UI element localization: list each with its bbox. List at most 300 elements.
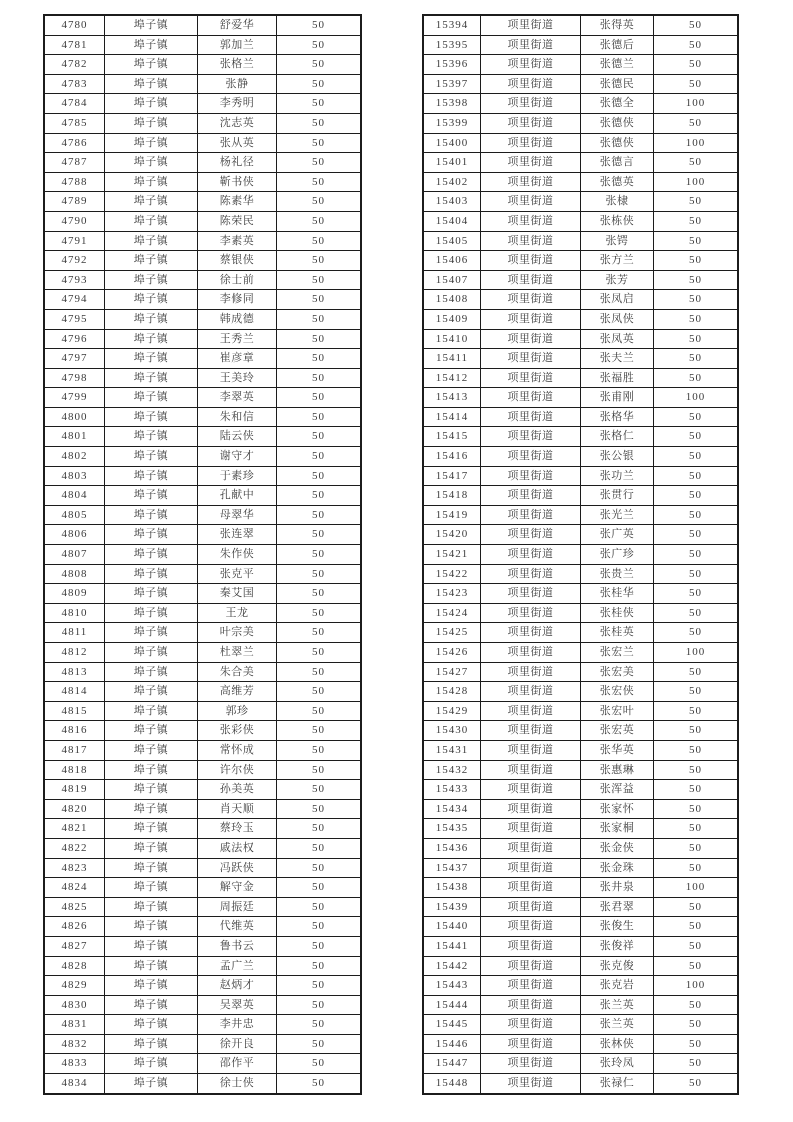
amount-cell: 50 (277, 330, 360, 349)
amount-cell: 50 (654, 780, 737, 799)
region-cell: 项里街道 (481, 859, 580, 878)
region-cell: 项里街道 (481, 173, 580, 192)
id-cell: 15423 (424, 584, 480, 603)
id-cell: 4806 (45, 525, 104, 544)
id-cell: 4803 (45, 467, 104, 486)
region-cell: 项里街道 (481, 780, 580, 799)
amount-cell: 50 (654, 565, 737, 584)
name-cell: 解守金 (198, 878, 276, 897)
region-cell: 项里街道 (481, 192, 580, 211)
amount-cell: 50 (654, 369, 737, 388)
amount-cell: 50 (654, 447, 737, 466)
id-cell: 15445 (424, 1015, 480, 1034)
name-cell: 张德后 (581, 36, 653, 55)
id-cell: 4793 (45, 271, 104, 290)
name-cell: 孔献中 (198, 486, 276, 505)
region-cell: 埠子镇 (105, 702, 197, 721)
region-cell: 埠子镇 (105, 212, 197, 231)
name-cell: 张俊生 (581, 917, 653, 936)
name-cell: 张金珠 (581, 859, 653, 878)
region-cell: 埠子镇 (105, 898, 197, 917)
name-cell: 徐开良 (198, 1035, 276, 1054)
id-cell: 15440 (424, 917, 480, 936)
amount-cell: 50 (277, 957, 360, 976)
id-cell: 4818 (45, 761, 104, 780)
id-cell: 4819 (45, 780, 104, 799)
amount-cell: 50 (654, 721, 737, 740)
id-cell: 15443 (424, 976, 480, 995)
id-cell: 15413 (424, 388, 480, 407)
name-cell: 张德侠 (581, 114, 653, 133)
name-cell: 张德民 (581, 75, 653, 94)
roster-table-right (422, 14, 739, 1095)
region-cell: 埠子镇 (105, 290, 197, 309)
region-cell: 项里街道 (481, 584, 580, 603)
name-cell: 张德侠 (581, 134, 653, 153)
amount-cell: 50 (277, 134, 360, 153)
amount-cell: 50 (654, 937, 737, 956)
name-cell: 张桂侠 (581, 604, 653, 623)
region-cell: 项里街道 (481, 565, 580, 584)
amount-cell: 50 (277, 1035, 360, 1054)
id-cell: 15399 (424, 114, 480, 133)
name-cell: 张德全 (581, 94, 653, 113)
amount-cell: 50 (654, 330, 737, 349)
amount-cell: 50 (277, 486, 360, 505)
region-cell: 项里街道 (481, 917, 580, 936)
id-cell: 15401 (424, 153, 480, 172)
region-cell: 项里街道 (481, 251, 580, 270)
name-cell: 张彩侠 (198, 721, 276, 740)
name-cell: 张林侠 (581, 1035, 653, 1054)
id-cell: 4813 (45, 663, 104, 682)
region-cell: 项里街道 (481, 525, 580, 544)
name-cell: 李修同 (198, 290, 276, 309)
name-cell: 张俊祥 (581, 937, 653, 956)
region-cell: 项里街道 (481, 721, 580, 740)
name-cell: 张宏英 (581, 721, 653, 740)
amount-cell: 50 (654, 349, 737, 368)
id-cell: 4823 (45, 859, 104, 878)
region-cell: 项里街道 (481, 467, 580, 486)
region-cell: 项里街道 (481, 741, 580, 760)
name-cell: 靳书侠 (198, 173, 276, 192)
name-cell: 李素英 (198, 232, 276, 251)
name-cell: 母翠华 (198, 506, 276, 525)
amount-cell: 50 (277, 55, 360, 74)
id-cell: 4795 (45, 310, 104, 329)
id-cell: 15404 (424, 212, 480, 231)
amount-cell: 50 (654, 251, 737, 270)
name-cell: 张宏叶 (581, 702, 653, 721)
name-cell: 张兰英 (581, 996, 653, 1015)
name-cell: 秦艾国 (198, 584, 276, 603)
amount-cell: 50 (654, 957, 737, 976)
amount-cell: 50 (277, 682, 360, 701)
name-cell: 张甫刚 (581, 388, 653, 407)
id-cell: 4810 (45, 604, 104, 623)
amount-cell: 50 (277, 525, 360, 544)
id-cell: 15436 (424, 839, 480, 858)
region-cell: 埠子镇 (105, 310, 197, 329)
name-cell: 王龙 (198, 604, 276, 623)
amount-cell: 50 (654, 761, 737, 780)
name-cell: 邵作平 (198, 1054, 276, 1073)
region-cell: 埠子镇 (105, 780, 197, 799)
id-cell: 4814 (45, 682, 104, 701)
name-cell: 张玲凤 (581, 1054, 653, 1073)
name-cell: 张格华 (581, 408, 653, 427)
name-cell: 张贯行 (581, 486, 653, 505)
id-cell: 15395 (424, 36, 480, 55)
id-cell: 15424 (424, 604, 480, 623)
region-cell: 项里街道 (481, 604, 580, 623)
id-cell: 4804 (45, 486, 104, 505)
amount-cell: 50 (277, 643, 360, 662)
region-cell: 埠子镇 (105, 134, 197, 153)
amount-cell: 50 (654, 545, 737, 564)
amount-cell: 50 (277, 251, 360, 270)
region-cell: 项里街道 (481, 937, 580, 956)
id-cell: 4790 (45, 212, 104, 231)
region-cell: 埠子镇 (105, 721, 197, 740)
amount-cell: 50 (277, 447, 360, 466)
name-cell: 张宏侠 (581, 682, 653, 701)
name-cell: 戚法权 (198, 839, 276, 858)
amount-cell: 50 (277, 427, 360, 446)
amount-cell: 100 (654, 173, 737, 192)
id-cell: 4800 (45, 408, 104, 427)
id-cell: 15419 (424, 506, 480, 525)
name-cell: 鲁书云 (198, 937, 276, 956)
amount-cell: 100 (654, 134, 737, 153)
id-cell: 15420 (424, 525, 480, 544)
id-cell: 15437 (424, 859, 480, 878)
region-cell: 项里街道 (481, 75, 580, 94)
region-cell: 埠子镇 (105, 153, 197, 172)
name-cell: 张惠琳 (581, 761, 653, 780)
id-cell: 15410 (424, 330, 480, 349)
amount-cell: 50 (277, 937, 360, 956)
name-cell: 张公银 (581, 447, 653, 466)
region-cell: 埠子镇 (105, 839, 197, 858)
region-cell: 埠子镇 (105, 16, 197, 35)
amount-cell: 50 (277, 349, 360, 368)
region-cell: 项里街道 (481, 839, 580, 858)
id-cell: 15407 (424, 271, 480, 290)
id-cell: 15442 (424, 957, 480, 976)
amount-cell: 50 (654, 525, 737, 544)
name-cell: 郭加兰 (198, 36, 276, 55)
id-cell: 15435 (424, 819, 480, 838)
id-cell: 15421 (424, 545, 480, 564)
name-cell: 张宏美 (581, 663, 653, 682)
name-cell: 蔡玲玉 (198, 819, 276, 838)
id-cell: 4820 (45, 800, 104, 819)
amount-cell: 50 (277, 408, 360, 427)
name-cell: 朱合美 (198, 663, 276, 682)
amount-cell: 50 (277, 623, 360, 642)
region-cell: 项里街道 (481, 545, 580, 564)
amount-cell: 50 (277, 839, 360, 858)
name-cell: 张格仁 (581, 427, 653, 446)
amount-cell: 50 (654, 741, 737, 760)
amount-cell: 50 (654, 996, 737, 1015)
id-cell: 15405 (424, 232, 480, 251)
region-cell: 埠子镇 (105, 192, 197, 211)
name-cell: 张华英 (581, 741, 653, 760)
id-cell: 15394 (424, 16, 480, 35)
region-cell: 项里街道 (481, 898, 580, 917)
name-cell: 周振廷 (198, 898, 276, 917)
amount-cell: 50 (277, 369, 360, 388)
amount-cell: 50 (277, 388, 360, 407)
amount-cell: 50 (277, 36, 360, 55)
amount-cell: 50 (654, 232, 737, 251)
amount-cell: 50 (277, 976, 360, 995)
id-cell: 15429 (424, 702, 480, 721)
region-cell: 埠子镇 (105, 937, 197, 956)
amount-cell: 100 (654, 388, 737, 407)
amount-cell: 50 (277, 1054, 360, 1073)
region-cell: 埠子镇 (105, 1035, 197, 1054)
amount-cell: 50 (277, 819, 360, 838)
name-cell: 王美玲 (198, 369, 276, 388)
amount-cell: 50 (277, 232, 360, 251)
region-cell: 项里街道 (481, 271, 580, 290)
amount-cell: 50 (654, 467, 737, 486)
id-cell: 4781 (45, 36, 104, 55)
name-cell: 张得英 (581, 16, 653, 35)
id-cell: 15446 (424, 1035, 480, 1054)
amount-cell: 50 (654, 212, 737, 231)
id-cell: 4808 (45, 565, 104, 584)
id-cell: 4784 (45, 94, 104, 113)
name-cell: 张凤侠 (581, 310, 653, 329)
id-cell: 4805 (45, 506, 104, 525)
id-cell: 15403 (424, 192, 480, 211)
name-cell: 陆云侠 (198, 427, 276, 446)
name-cell: 徐士侠 (198, 1074, 276, 1093)
id-cell: 15448 (424, 1074, 480, 1093)
region-cell: 项里街道 (481, 369, 580, 388)
roster-table-left (43, 14, 362, 1095)
amount-cell: 50 (654, 682, 737, 701)
region-cell: 项里街道 (481, 623, 580, 642)
region-cell: 项里街道 (481, 761, 580, 780)
name-cell: 陈素华 (198, 192, 276, 211)
amount-cell: 50 (277, 702, 360, 721)
region-cell: 埠子镇 (105, 114, 197, 133)
amount-cell: 50 (654, 192, 737, 211)
amount-cell: 50 (277, 16, 360, 35)
id-cell: 4816 (45, 721, 104, 740)
id-cell: 15431 (424, 741, 480, 760)
name-cell: 叶宗美 (198, 623, 276, 642)
amount-cell: 50 (654, 506, 737, 525)
region-cell: 项里街道 (481, 682, 580, 701)
id-cell: 15406 (424, 251, 480, 270)
name-cell: 张栋侠 (581, 212, 653, 231)
name-cell: 张从英 (198, 134, 276, 153)
region-cell: 项里街道 (481, 702, 580, 721)
id-cell: 15415 (424, 427, 480, 446)
region-cell: 埠子镇 (105, 957, 197, 976)
id-cell: 4791 (45, 232, 104, 251)
amount-cell: 100 (654, 976, 737, 995)
name-cell: 孙美英 (198, 780, 276, 799)
name-cell: 张家怀 (581, 800, 653, 819)
region-cell: 项里街道 (481, 134, 580, 153)
region-cell: 项里街道 (481, 1054, 580, 1073)
region-cell: 埠子镇 (105, 55, 197, 74)
region-cell: 项里街道 (481, 486, 580, 505)
region-cell: 埠子镇 (105, 565, 197, 584)
amount-cell: 50 (277, 780, 360, 799)
amount-cell: 50 (277, 800, 360, 819)
name-cell: 张浑益 (581, 780, 653, 799)
name-cell: 张广英 (581, 525, 653, 544)
amount-cell: 50 (277, 898, 360, 917)
name-cell: 张井泉 (581, 878, 653, 897)
id-cell: 15426 (424, 643, 480, 662)
name-cell: 张棣 (581, 192, 653, 211)
amount-cell: 50 (277, 192, 360, 211)
name-cell: 张禄仁 (581, 1074, 653, 1093)
name-cell: 杨礼径 (198, 153, 276, 172)
amount-cell: 50 (654, 898, 737, 917)
amount-cell: 50 (277, 75, 360, 94)
region-cell: 埠子镇 (105, 486, 197, 505)
amount-cell: 50 (277, 878, 360, 897)
id-cell: 4829 (45, 976, 104, 995)
region-cell: 项里街道 (481, 330, 580, 349)
name-cell: 李井忠 (198, 1015, 276, 1034)
amount-cell: 50 (654, 36, 737, 55)
name-cell: 朱作侠 (198, 545, 276, 564)
region-cell: 埠子镇 (105, 94, 197, 113)
id-cell: 15434 (424, 800, 480, 819)
region-cell: 项里街道 (481, 232, 580, 251)
region-cell: 埠子镇 (105, 467, 197, 486)
id-cell: 4785 (45, 114, 104, 133)
name-cell: 张家桐 (581, 819, 653, 838)
region-cell: 项里街道 (481, 643, 580, 662)
name-cell: 李翠英 (198, 388, 276, 407)
id-cell: 4811 (45, 623, 104, 642)
region-cell: 埠子镇 (105, 232, 197, 251)
name-cell: 张君翠 (581, 898, 653, 917)
id-cell: 4817 (45, 741, 104, 760)
amount-cell: 50 (654, 584, 737, 603)
amount-cell: 50 (654, 153, 737, 172)
region-cell: 埠子镇 (105, 173, 197, 192)
name-cell: 张桂英 (581, 623, 653, 642)
id-cell: 15402 (424, 173, 480, 192)
amount-cell: 50 (277, 545, 360, 564)
region-cell: 项里街道 (481, 310, 580, 329)
region-cell: 埠子镇 (105, 408, 197, 427)
id-cell: 15409 (424, 310, 480, 329)
name-cell: 蔡银侠 (198, 251, 276, 270)
id-cell: 4831 (45, 1015, 104, 1034)
id-cell: 15418 (424, 486, 480, 505)
id-cell: 4833 (45, 1054, 104, 1073)
amount-cell: 100 (654, 878, 737, 897)
name-cell: 张克岩 (581, 976, 653, 995)
id-cell: 4832 (45, 1035, 104, 1054)
id-cell: 4794 (45, 290, 104, 309)
amount-cell: 50 (277, 114, 360, 133)
amount-cell: 100 (654, 643, 737, 662)
amount-cell: 50 (654, 663, 737, 682)
id-cell: 4807 (45, 545, 104, 564)
id-cell: 4798 (45, 369, 104, 388)
region-cell: 埠子镇 (105, 859, 197, 878)
amount-cell: 50 (277, 212, 360, 231)
amount-cell: 50 (277, 290, 360, 309)
region-cell: 埠子镇 (105, 643, 197, 662)
region-cell: 埠子镇 (105, 75, 197, 94)
region-cell: 项里街道 (481, 1074, 580, 1093)
region-cell: 项里街道 (481, 408, 580, 427)
region-cell: 埠子镇 (105, 388, 197, 407)
id-cell: 15422 (424, 565, 480, 584)
region-cell: 项里街道 (481, 1035, 580, 1054)
name-cell: 冯跃侠 (198, 859, 276, 878)
name-cell: 张夫兰 (581, 349, 653, 368)
name-cell: 郭珍 (198, 702, 276, 721)
id-cell: 15398 (424, 94, 480, 113)
region-cell: 项里街道 (481, 388, 580, 407)
name-cell: 常怀成 (198, 741, 276, 760)
amount-cell: 50 (277, 859, 360, 878)
id-cell: 4796 (45, 330, 104, 349)
name-cell: 张桂华 (581, 584, 653, 603)
region-cell: 埠子镇 (105, 545, 197, 564)
amount-cell: 50 (654, 75, 737, 94)
region-cell: 埠子镇 (105, 330, 197, 349)
region-cell: 项里街道 (481, 878, 580, 897)
id-cell: 4802 (45, 447, 104, 466)
name-cell: 张光兰 (581, 506, 653, 525)
id-cell: 15432 (424, 761, 480, 780)
name-cell: 陈荣民 (198, 212, 276, 231)
amount-cell: 50 (277, 467, 360, 486)
name-cell: 张克平 (198, 565, 276, 584)
region-cell: 埠子镇 (105, 506, 197, 525)
amount-cell: 50 (277, 565, 360, 584)
amount-cell: 50 (654, 408, 737, 427)
amount-cell: 50 (277, 604, 360, 623)
id-cell: 15439 (424, 898, 480, 917)
region-cell: 项里街道 (481, 1015, 580, 1034)
region-cell: 埠子镇 (105, 623, 197, 642)
amount-cell: 50 (654, 290, 737, 309)
amount-cell: 50 (277, 1015, 360, 1034)
region-cell: 项里街道 (481, 800, 580, 819)
region-cell: 埠子镇 (105, 996, 197, 1015)
name-cell: 王秀兰 (198, 330, 276, 349)
name-cell: 张宏兰 (581, 643, 653, 662)
name-cell: 谢守才 (198, 447, 276, 466)
amount-cell: 50 (654, 16, 737, 35)
id-cell: 15411 (424, 349, 480, 368)
amount-cell: 50 (654, 623, 737, 642)
id-cell: 4815 (45, 702, 104, 721)
amount-cell: 50 (654, 55, 737, 74)
amount-cell: 50 (654, 819, 737, 838)
